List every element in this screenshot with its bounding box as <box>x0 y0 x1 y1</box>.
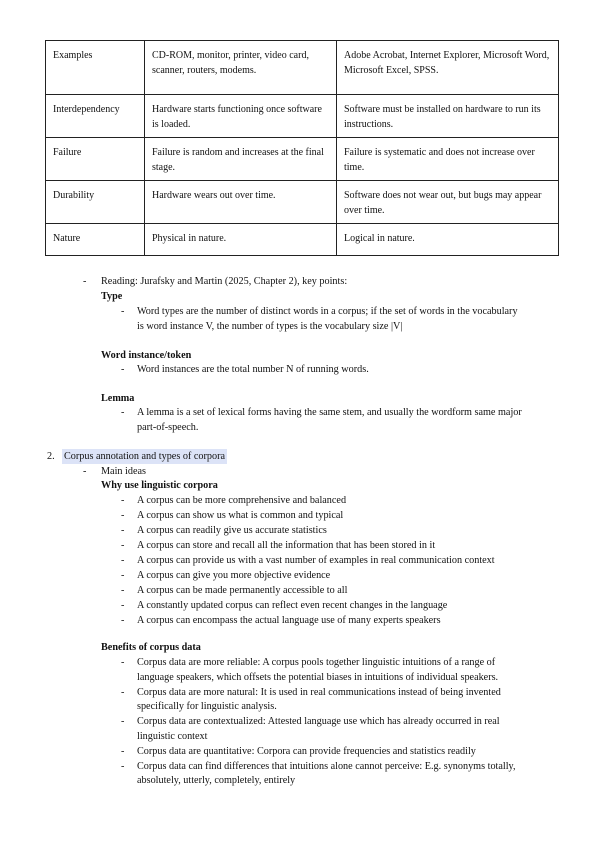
list-item: Corpus data are more reliable: A corpus pools together linguistic intuitions of a range of <box>137 657 496 668</box>
list-item: Corpus data are more natural: It is used in real communications instead of being invented <box>137 686 501 698</box>
bullet-dash: - <box>121 364 125 375</box>
instance-heading: Word instance/token <box>101 350 192 361</box>
list-item: Corpus data are contextualized: Attested language use which has already occurred in real <box>137 716 500 728</box>
bullet-dash: - <box>121 555 125 566</box>
bullet-dash: - <box>121 657 125 668</box>
type-text: Word types are the number of distinct words in a corpus; if the set of words in the vocabulary <box>137 306 518 317</box>
lemma-text: A lemma is a set of lexical forms having the same stem, and usually the wordform same major <box>137 407 522 418</box>
section-number: 2. <box>47 451 55 462</box>
bullet-dash: - <box>121 686 125 698</box>
list-item: A corpus can show us what is common and typical <box>137 510 344 521</box>
table-row <box>46 224 559 256</box>
list-item: A corpus can give you more objective evidence <box>137 570 331 581</box>
list-item: language speakers, which offsets the potential biases in intuitions of individual speakers. <box>137 671 499 683</box>
main-ideas: Main ideas <box>101 466 146 477</box>
bullet-dash: - <box>121 510 125 521</box>
list-item: A corpus can readily give us accurate statistics <box>137 525 327 536</box>
hardware-cell: Hardware wears out over time. <box>145 181 337 224</box>
software-cell: Logical in nature. <box>337 224 559 256</box>
why-heading: Why use linguistic corpora <box>101 480 218 491</box>
bullet-dash: - <box>121 600 125 611</box>
table-row <box>46 95 559 138</box>
reading-intro: Reading: Jurafsky and Martin (2025, Chapter 2), key points: <box>101 276 348 287</box>
hardware-cell: Hardware starts functioning once software is loaded. <box>145 95 337 138</box>
software-cell: Software does not wear out, but bugs may appear over time. <box>337 181 559 224</box>
list-item: Corpus data can find differences that intuitions alone cannot perceive: E.g. synonyms totally, <box>137 760 516 772</box>
bullet-dash: - <box>121 585 125 596</box>
lemma-heading: Lemma <box>101 393 135 404</box>
benefits-heading: Benefits of corpus data <box>101 642 201 653</box>
bullet-dash: - <box>121 306 125 317</box>
bullet-dash: - <box>83 276 87 287</box>
type-heading: Type <box>101 291 123 302</box>
row-label: Examples <box>46 41 145 95</box>
list-item: A corpus can provide us with a vast number of examples in real communication context <box>137 555 495 566</box>
row-label: Interdependency <box>46 95 145 138</box>
list-item: linguistic context <box>137 731 208 742</box>
bullet-dash: - <box>121 760 125 772</box>
lemma-text: part-of-speech. <box>137 422 199 433</box>
bullet-dash: - <box>121 407 125 418</box>
list-item: A corpus can be more comprehensive and balanced <box>137 495 347 506</box>
instance-text: Word instances are the total number N of running words. <box>137 364 369 375</box>
row-label: Failure <box>46 138 145 181</box>
list-item: A corpus can encompass the actual language use of many experts speakers <box>137 615 441 626</box>
software-cell: Failure is systematic and does not increase over time. <box>337 138 559 181</box>
bullet-dash: - <box>83 466 87 477</box>
hardware-cell: CD-ROM, monitor, printer, video card, scanner, routers, modems. <box>145 41 337 95</box>
list-item: specifically for linguistic analysis. <box>137 701 277 713</box>
hardware-cell: Physical in nature. <box>145 224 337 256</box>
bullet-dash: - <box>121 745 125 757</box>
table-row <box>46 181 559 224</box>
bullet-dash: - <box>121 716 125 728</box>
bullet-dash: - <box>121 615 125 626</box>
bullet-dash: - <box>121 540 125 551</box>
software-cell: Adobe Acrobat, Internet Explorer, Microsoft Word, Microsoft Excel, SPSS. <box>337 41 559 95</box>
list-item: absolutely, utterly, completely, entirely <box>137 775 296 787</box>
row-label: Durability <box>46 181 145 224</box>
bullet-dash: - <box>121 570 125 581</box>
hardware-cell: Failure is random and increases at the final stage. <box>145 138 337 181</box>
list-item: Corpus data are quantitative: Corpora can provide frequencies and statistics readily <box>137 745 476 757</box>
section-title: Corpus annotation and types of corpora <box>64 451 225 462</box>
list-item: A corpus can be made permanently accessible to all <box>137 585 348 596</box>
comparison-table <box>45 40 559 256</box>
table-row <box>46 41 559 95</box>
list-item: A corpus can store and recall all the information that has been stored in it <box>137 540 436 551</box>
list-item: A constantly updated corpus can reflect even recent changes in the language <box>137 600 448 611</box>
type-text: is word instance V, the number of types is the vocabulary size |V| <box>137 321 403 332</box>
bullet-dash: - <box>121 495 125 506</box>
bullet-dash: - <box>121 525 125 536</box>
row-label: Nature <box>46 224 145 256</box>
table-row <box>46 138 559 181</box>
software-cell: Software must be installed on hardware to run its instructions. <box>337 95 559 138</box>
